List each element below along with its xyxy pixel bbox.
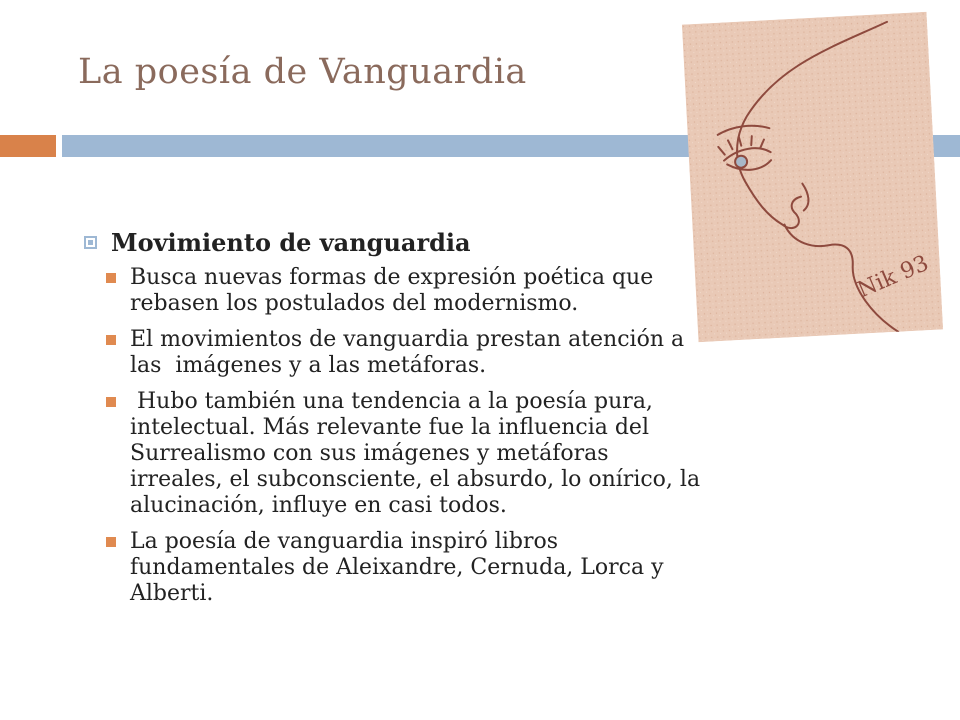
square-bullet-icon: [84, 236, 97, 249]
eye-iris-icon: [735, 155, 748, 168]
slide-title: La poesía de Vanguardia: [78, 52, 527, 92]
square-bullet-icon: [106, 537, 116, 547]
list-item-text: El movimientos de vanguardia prestan atención a las imágenes y a las metáforas.: [130, 327, 685, 378]
list-item: [106, 389, 802, 519]
accent-bar: [0, 135, 56, 157]
list-item-text: Busca nuevas formas de expresión poética que rebasen los postulados del modernismo.: [130, 265, 654, 316]
list-item: [106, 327, 802, 379]
sketch-signature: Nik 93: [853, 250, 933, 304]
square-bullet-icon: [106, 273, 116, 283]
list-item: [106, 265, 802, 317]
list-item: [106, 529, 802, 607]
section-heading: Movimiento de vanguardia: [111, 228, 471, 257]
list-item-text: La poesía de vanguardia inspiró libros fundamentales de Aleixandre, Cernuda, Lorca y Alberti.: [130, 529, 664, 606]
heading-row: [82, 228, 802, 257]
slide-content: [82, 228, 802, 617]
square-bullet-icon: [106, 397, 116, 407]
square-bullet-icon: [106, 335, 116, 345]
list-item-text: Hubo también una tendencia a la poesía pura, intelectual. Más relevante fue la influencia del Surrealismo con sus imágenes y metáforas irreales, el subconsciente, el absurdo, lo onírico, la alucinación, influye en casi todos.: [130, 389, 701, 518]
